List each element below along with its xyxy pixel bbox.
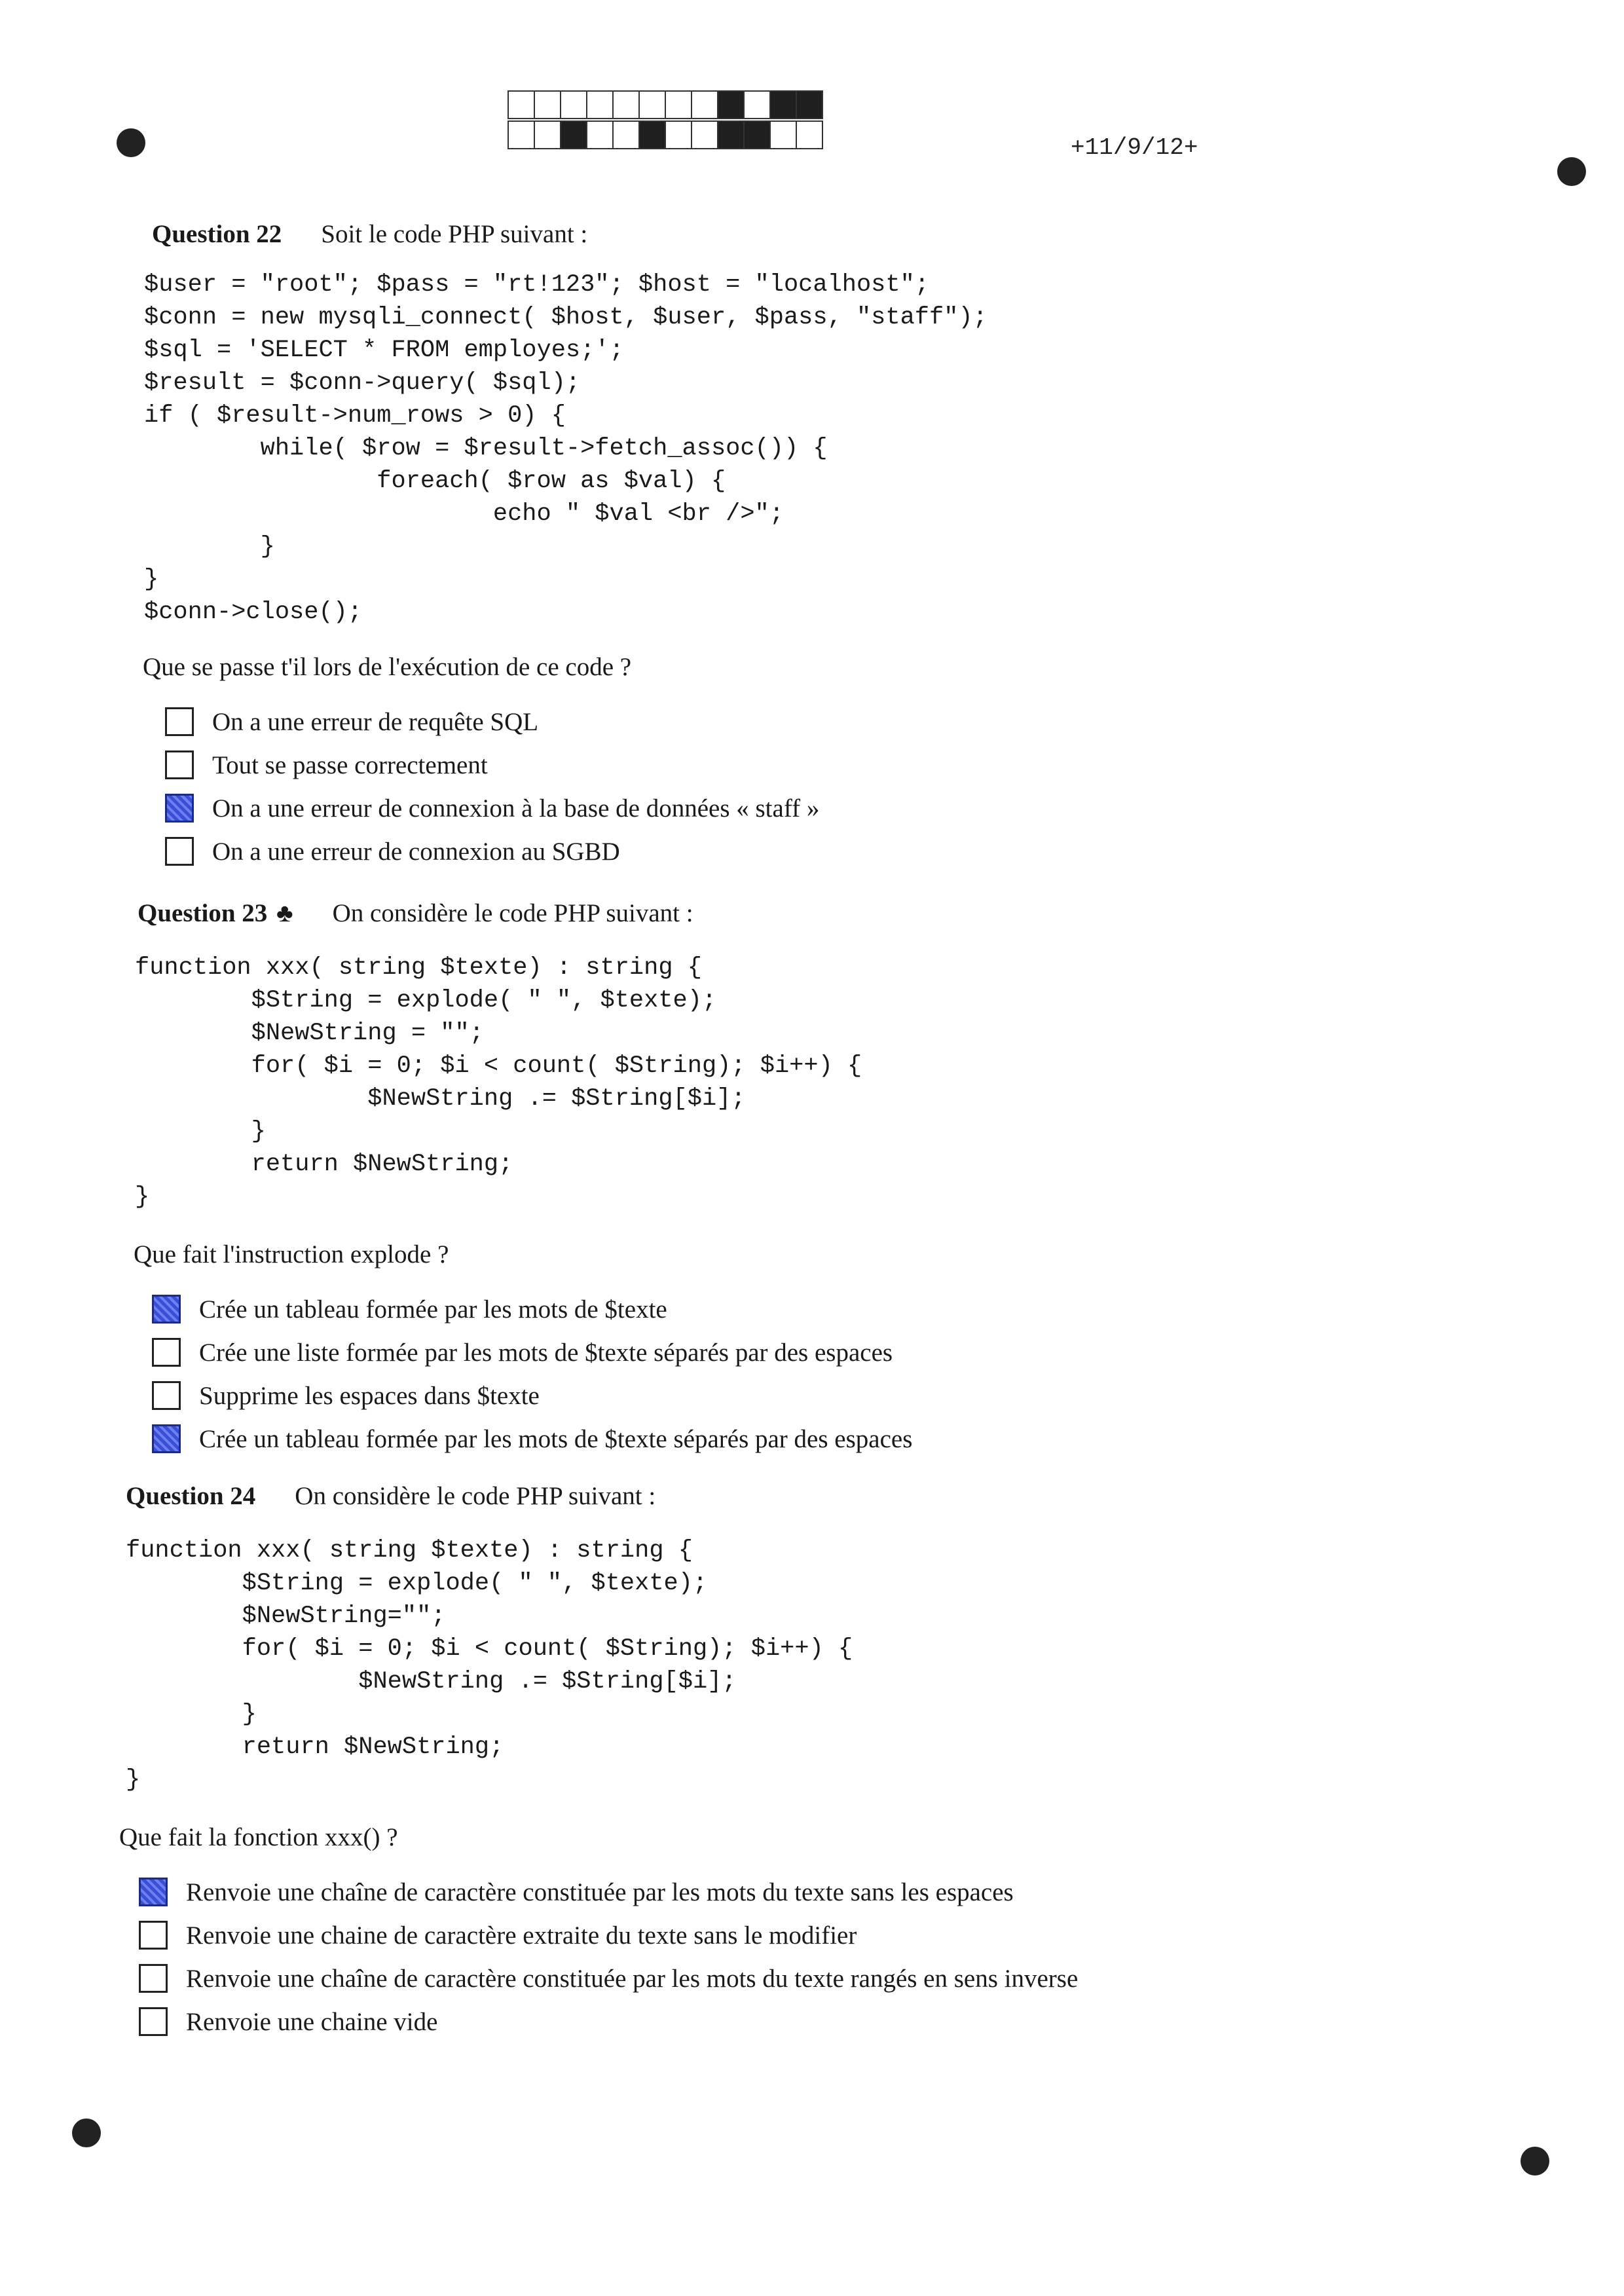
answer-option[interactable] <box>139 1957 1078 2000</box>
answer-label: Crée un tableau formée par les mots de $texte séparés par des espaces <box>199 1424 913 1453</box>
answer-list <box>139 1870 1078 2043</box>
barcode-cell <box>665 120 692 149</box>
question-intro: Soit le code PHP suivant : <box>321 220 588 248</box>
registration-mark-bottom-right <box>1521 2147 1549 2176</box>
registration-mark-bottom-left <box>72 2119 101 2147</box>
answer-option[interactable] <box>139 1914 1078 1957</box>
answer-label: On a une erreur de connexion à la base de données « staff » <box>212 794 820 823</box>
barcode-cell <box>796 90 823 119</box>
answer-option[interactable] <box>152 1417 912 1460</box>
barcode-row <box>507 90 822 118</box>
code-block: function xxx( string $texte) : string { $String = explode( " ", $texte); $NewString = ""; for( $i = 0; $i < count( $String); $i++) { $NewString .= $String[$i]; } return $NewString; } <box>135 954 862 1211</box>
answer-list <box>165 700 987 873</box>
barcode-cell <box>534 120 561 149</box>
answer-option[interactable] <box>165 700 987 743</box>
barcode-cell <box>796 120 823 149</box>
answer-label: Renvoie une chaine de caractère extraite du texte sans le modifier <box>186 1921 857 1950</box>
answer-option[interactable] <box>165 830 987 873</box>
barcode-row <box>507 120 822 148</box>
answer-label: Tout se passe correctement <box>212 750 488 779</box>
question-header <box>138 898 912 928</box>
barcode-cell <box>507 90 535 119</box>
barcode-cell <box>638 120 666 149</box>
answer-label: Renvoie une chaîne de caractère constituée par les mots du texte rangés en sens inverse <box>186 1964 1079 1993</box>
barcode-cell <box>507 120 535 149</box>
barcode-cell <box>534 90 561 119</box>
barcode-cell <box>717 90 745 119</box>
answer-label: Renvoie une chaine vide <box>186 2007 438 2036</box>
checkbox[interactable] <box>165 750 194 779</box>
answer-label: Supprime les espaces dans $texte <box>199 1381 540 1410</box>
barcode-cell <box>612 90 640 119</box>
registration-mark-top-right <box>1557 157 1586 186</box>
answer-label: On a une erreur de requête SQL <box>212 707 539 736</box>
checkbox[interactable] <box>165 707 194 736</box>
barcode-cell <box>665 90 692 119</box>
club-icon: ♣ <box>276 899 293 927</box>
barcode-cell <box>691 120 718 149</box>
answer-label: Renvoie une chaîne de caractère constituée par les mots du texte sans les espaces <box>186 1878 1014 1906</box>
answer-label: Crée un tableau formée par les mots de $texte <box>199 1295 667 1324</box>
checked-checkbox[interactable] <box>165 794 194 823</box>
question-intro: On considère le code PHP suivant : <box>295 1482 656 1510</box>
answer-list <box>152 1287 912 1460</box>
answer-option[interactable] <box>152 1331 912 1374</box>
answer-label: Crée une liste formée par les mots de $texte séparés par des espaces <box>199 1338 893 1367</box>
barcode-cell <box>717 120 745 149</box>
checkbox[interactable] <box>139 1921 168 1950</box>
barcode-cell <box>691 90 718 119</box>
page-identifier: +11/9/12+ <box>1071 134 1198 161</box>
checkbox[interactable] <box>152 1338 181 1367</box>
question-prompt: Que fait l'instruction explode ? <box>134 1240 449 1268</box>
question-22 <box>143 219 987 873</box>
question-header <box>152 219 987 249</box>
page-barcode <box>507 90 822 151</box>
question-number: Question 23 ♣ <box>138 899 293 927</box>
code-block: function xxx( string $texte) : string { $String = explode( " ", $texte); $NewString=""; for( $i = 0; $i < count( $String); $i++) { $NewString .= $String[$i]; } return $NewString; } <box>126 1537 853 1794</box>
checkbox[interactable] <box>165 837 194 866</box>
barcode-cell <box>743 120 771 149</box>
barcode-cell <box>586 120 614 149</box>
registration-mark-top-left <box>117 128 145 157</box>
answer-label: On a une erreur de connexion au SGBD <box>212 837 620 866</box>
barcode-cell <box>586 90 614 119</box>
answer-option[interactable] <box>139 1870 1078 1914</box>
checked-checkbox[interactable] <box>152 1295 181 1324</box>
question-header <box>126 1481 1078 1511</box>
checkbox[interactable] <box>139 2007 168 2036</box>
barcode-cell <box>743 90 771 119</box>
barcode-cell <box>638 90 666 119</box>
checkbox[interactable] <box>139 1964 168 1993</box>
barcode-cell <box>769 90 797 119</box>
barcode-cell <box>560 120 587 149</box>
code-block: $user = "root"; $pass = "rt!123"; $host = "localhost"; $conn = new mysqli_connect( $host, $user, $pass, "staff"); $sql = 'SELECT * FROM employes;'; $result = $conn->query( $sql); if ( $result->num_rows > 0) { while( $row = $result->fetch_assoc()) { foreach( $row as $val) { echo " $val <br />"; } } $conn->close(); <box>144 271 987 626</box>
question-prompt: Que fait la fonction xxx() ? <box>119 1823 398 1851</box>
question-24 <box>119 1481 1079 2043</box>
barcode-cell <box>560 90 587 119</box>
answer-option[interactable] <box>165 787 987 830</box>
question-23 <box>134 898 913 1460</box>
answer-option[interactable] <box>152 1374 912 1417</box>
question-intro: On considère le code PHP suivant : <box>332 899 693 927</box>
answer-option[interactable] <box>139 2000 1078 2043</box>
barcode-cell <box>769 120 797 149</box>
barcode-cell <box>612 120 640 149</box>
checkbox[interactable] <box>152 1381 181 1410</box>
checked-checkbox[interactable] <box>152 1424 181 1453</box>
question-number: Question 24 <box>126 1482 256 1510</box>
question-prompt: Que se passe t'il lors de l'exécution de ce code ? <box>143 653 632 681</box>
answer-option[interactable] <box>165 743 987 787</box>
answer-option[interactable] <box>152 1287 912 1331</box>
question-number: Question 22 <box>152 220 282 248</box>
checked-checkbox[interactable] <box>139 1878 168 1906</box>
